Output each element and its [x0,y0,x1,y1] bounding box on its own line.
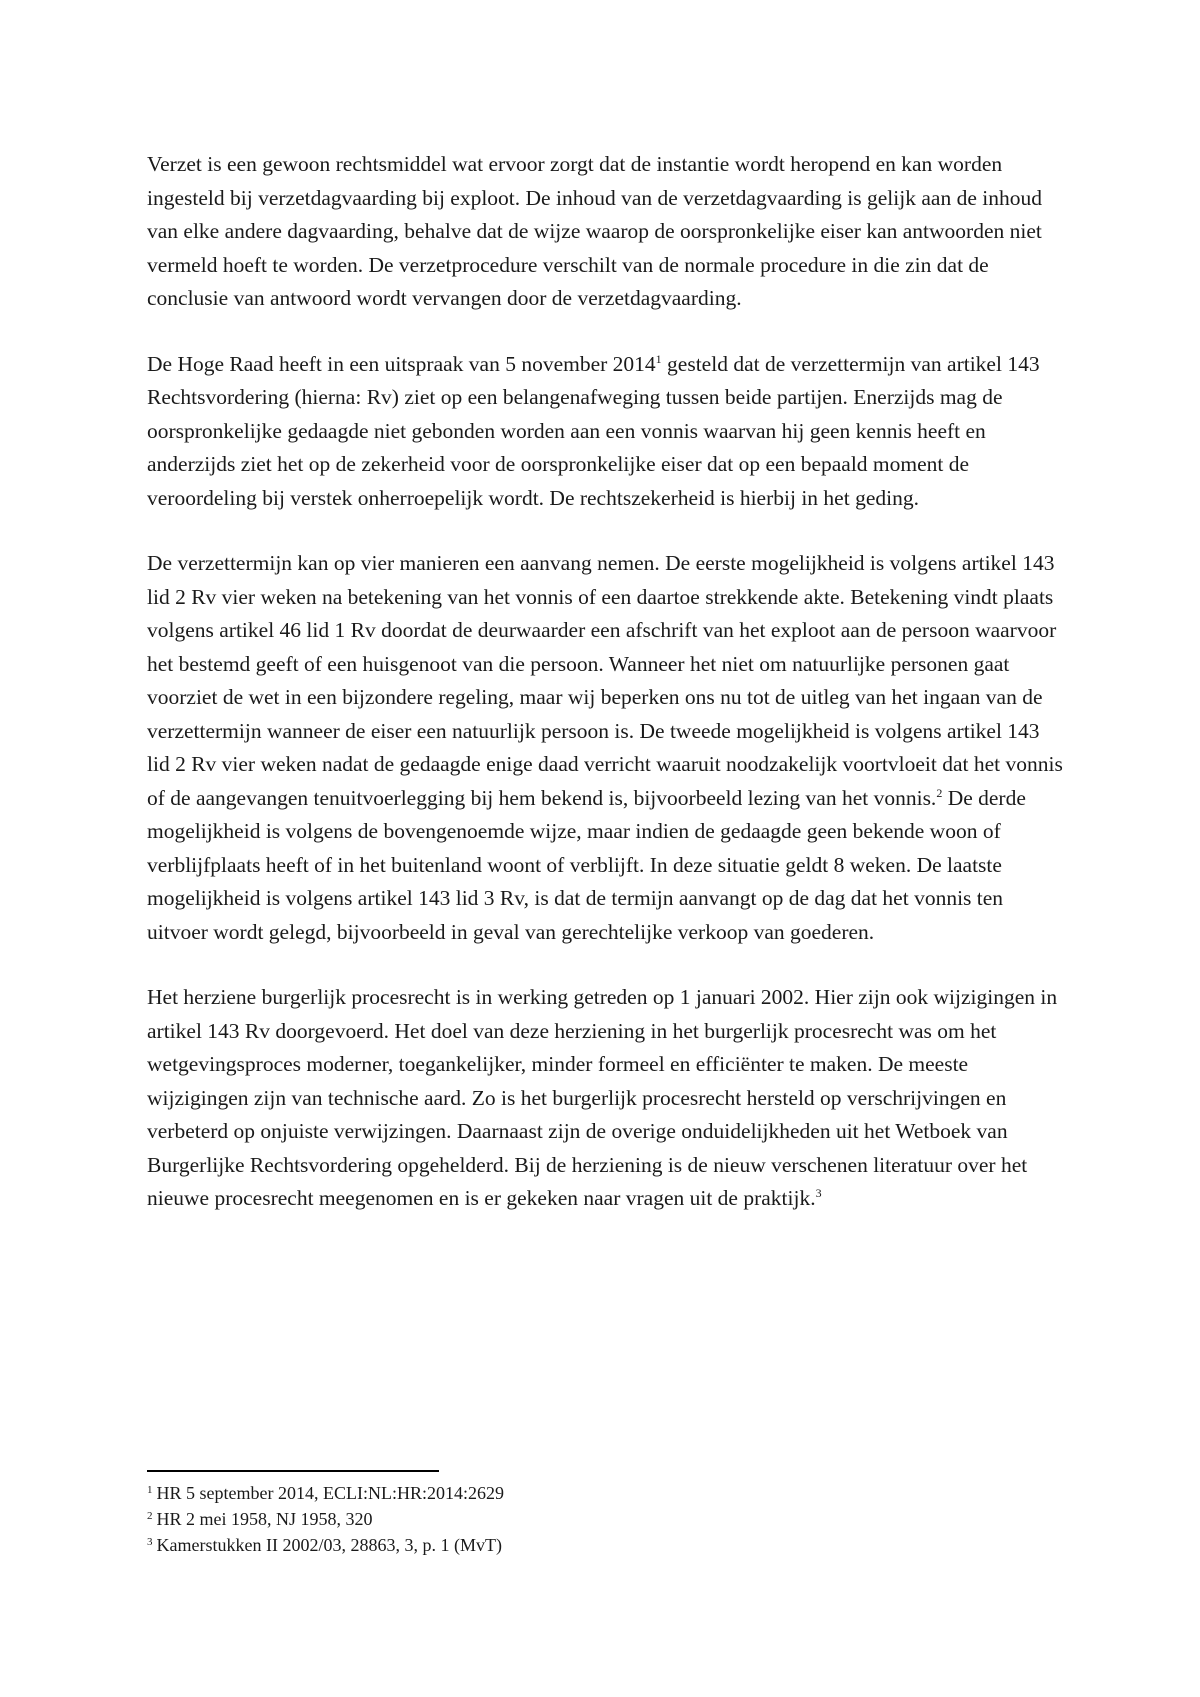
footnote-number: 1 [147,1484,153,1496]
footnote-reference-2[interactable]: 2 [936,785,943,800]
footnote-number: 3 [147,1536,153,1548]
paragraph-text: De Hoge Raad heeft in een uitspraak van 5 november 2014 [147,351,656,376]
footnote-text: HR 2 mei 1958, NJ 1958, 320 [156,1509,373,1529]
paragraph-text: De verzettermijn kan op vier manieren een aanvang nemen. De eerste mogelijkheid is volgens artikel 143 lid 2 Rv vier weken na betekening van het vonnis of een daartoe strekkende akte. Betekening vindt plaats volgens artikel 46 lid 1 Rv doordat de deurwaarder een afschrift van het exploot aan de persoon waarvoor het bestemd geeft of een huisgenoot van die persoon. Wanneer het niet om natuurlijke personen gaat voorziet de wet in een bijzondere regeling, maar wij beperken ons nu tot de uitleg van het ingaan van de verzettermijn wanneer de eiser een natuurlijk persoon is. De tweede mogelijkheid is volgens artikel 143 lid 2 Rv vier weken nadat de gedaagde enige daad verricht waaruit noodzakelijk voortvloeit dat het vonnis of de aangevangen tenuitvoerlegging bij hem bekend is, bijvoorbeeld lezing van het vonnis. [147,551,1063,810]
paragraph-text: Verzet is een gewoon rechtsmiddel wat ervoor zorgt dat de instantie wordt heropend en kan worden ingesteld bij verzetdagvaarding bij exploot. De inhoud van de verzetdagvaarding is gelijk aan de inhoud van elke andere dagvaarding, behalve dat de wijze waarop de oorspronkelijke eiser kan antwoorden niet vermeld hoeft te worden. De verzetprocedure verschilt van de normale procedure in die zin dat de conclusie van antwoord wordt vervangen door de verzetdagvaarding. [147,152,1042,310]
paragraph-text: Het herziene burgerlijk procesrecht is in werking getreden op 1 januari 2002. Hier zijn ook wijzigingen in artikel 143 Rv doorgevoerd. Het doel van deze herziening in het burgerlijk procesrecht was om het wetgevingsproces moderner, toegankelijker, minder formeel en efficiënter te maken. De meeste wijzigingen zijn van technische aard. Zo is het burgerlijk procesrecht hersteld op verschrijvingen en verbeterd op onjuiste verwijzingen. Daarnaast zijn de overige onduidelijkheden uit het Wetboek van Burgerlijke Rechtsvordering opgehelderd. Bij de herziening is de nieuw verschenen literatuur over het nieuwe procesrecht meegenomen en is er gekeken naar vragen uit de praktijk. [147,985,1058,1210]
paragraph-1 [147,148,1067,316]
footnote-1 [147,1480,1067,1506]
paragraph-text: De derde mogelijkheid is volgens de bovengenoemde wijze, maar indien de gedaagde geen bekende woon of verblijfplaats heeft of in het buitenland woont of verblijft. In deze situatie geldt 8 weken. De laatste mogelijkheid is volgens artikel 143 lid 3 Rv, is dat de termijn aanvangt op de dag dat het vonnis ten uitvoer wordt gelegd, bijvoorbeeld in geval van gerechtelijke verkoop van goederen. [147,785,1026,944]
footnotes [147,1470,1067,1558]
footnote-separator [147,1470,439,1472]
paragraph-4 [147,981,1067,1216]
footnote-reference-1[interactable]: 1 [655,351,662,366]
body-text [147,148,1067,1248]
footnote-text: HR 5 september 2014, ECLI:NL:HR:2014:2629 [156,1483,504,1503]
paragraph-2 [147,348,1067,516]
footnote-3 [147,1532,1067,1558]
footnote-reference-3[interactable]: 3 [815,1186,822,1200]
footnote-2 [147,1506,1067,1532]
paragraph-3 [147,547,1067,949]
footnote-text: Kamerstukken II 2002/03, 28863, 3, p. 1 (MvT) [156,1535,502,1555]
footnote-number: 2 [147,1510,153,1522]
paragraph-text: gesteld dat de verzettermijn van artikel 143 Rechtsvordering (hierna: Rv) ziet op een belangenafweging tussen beide partijen. Enerzijds mag de oorspronkelijke gedaagde niet gebonden worden aan een vonnis waarvan hij geen kennis heeft en anderzijds ziet het op de zekerheid voor de oorspronkelijke eiser dat op een bepaald moment de veroordeling bij verstek onherroepelijk wordt. De rechtszekerheid is hierbij in het geding. [147,351,1040,510]
